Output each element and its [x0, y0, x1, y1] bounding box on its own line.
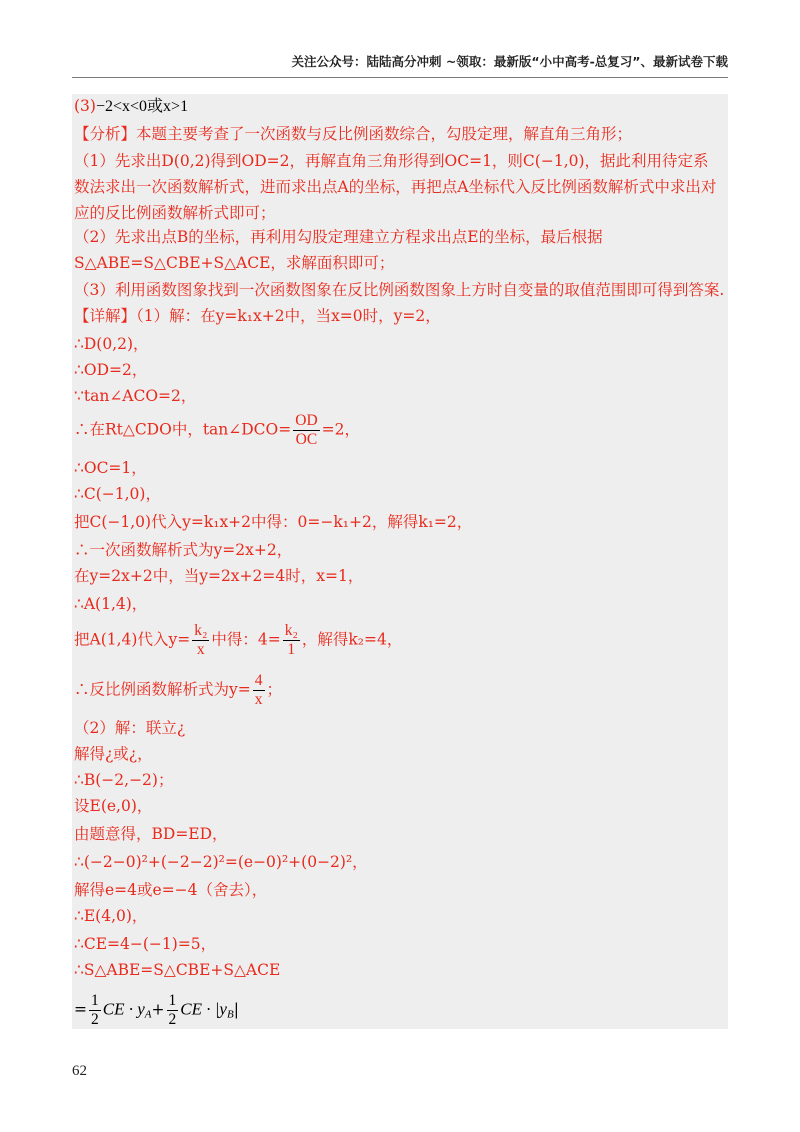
fraction-4-x: $\frac{4}{x}$	[254, 672, 263, 708]
detail-line-22: ∴CE=4−(−1)=5，	[74, 935, 217, 953]
detail-line-1: 【详解】（1）解：在y=k₁x+2中，当x=0时，y=2，	[74, 307, 441, 325]
fraction-od-oc: $\frac{OD}{OC}$	[295, 412, 318, 448]
detail-line-11: ∴A(1,4)，	[74, 595, 148, 613]
detail-line-14: （2）解：联立¿	[74, 719, 186, 737]
detail-line-9: ∴一次函数解析式为y=2x+2，	[74, 541, 293, 559]
analysis-p2: （2）先求出点B的坐标，再利用勾股定理建立方程求出点E的坐标，最后根据S△ABE=S△CBE+S△ACE，求解面积即可；	[74, 228, 603, 272]
detail-line-18: 由题意得，BD=ED，	[74, 825, 228, 843]
detail-line-10: 在y=2x+2中，当y=2x+2=4时，x=1，	[74, 567, 364, 585]
analysis-p3: （3）利用函数图象找到一次函数图象在反比例函数图象上方时自变量的取值范围即可得到答案.	[74, 281, 725, 299]
detail-line-19: ∴(−2−0)²+(−2−2)²=(e−0)²+(0−2)²，	[74, 853, 368, 871]
detail-line-21: ∴E(4,0)，	[74, 907, 148, 925]
page-number: 62	[72, 1063, 87, 1079]
detail-line-4: ∵tan∠ACO=2，	[74, 387, 197, 405]
detail-tag: 【详解】	[74, 307, 137, 325]
solution-content	[72, 94, 728, 1029]
detail-line-6: ∴OC=1，	[74, 459, 147, 477]
detail-line-17: 设E(e,0)，	[74, 797, 153, 815]
detail-line-16: ∴B(−2,−2)；	[74, 771, 174, 789]
analysis-p1: （1）先求出D(0,2)得到OD=2，再解直角三角形得到OC=1，则C(−1,0)，据此利用待定系数法求出一次函数解析式，进而求出点A的坐标，再把点A坐标代入反比例函数解析式中求出对应的反比例函数解析式即可；	[74, 152, 717, 222]
detail-line-15: 解得¿或¿，	[74, 745, 153, 763]
detail-line-3: ∴OD=2，	[74, 361, 148, 379]
detail-line-12: 把A(1,4)代入y= $\frac{\text{k₂}}{x}$ 中得：4= $\frac{\text{k₂}}{1}$ ，解得k₂=4，	[74, 622, 403, 658]
analysis-tag: 【分析】	[74, 125, 137, 143]
fraction-k2-x: $\frac{\text{k₂}}{x}$	[194, 622, 208, 658]
detail-line-20: 解得e=4或e=−4（舍去），	[74, 881, 268, 899]
fraction-k2-1: $\frac{\text{k₂}}{1}$	[284, 622, 298, 658]
detail-line-8: 把C(−1,0)代入y=k₁x+2中得：0=−k₁+2，解得k₁=2，	[74, 513, 473, 531]
fraction-half-2: $\frac{1}{2}$	[168, 992, 177, 1028]
detail-line-23: ∴S△ABE=S△CBE+S△ACE	[74, 961, 281, 979]
fraction-half-1: $\frac{1}{2}$	[91, 992, 99, 1028]
answer-3: (3)−2<x<0或x>1	[74, 97, 189, 115]
detail-line-5: ∴在Rt△CDO中，tan∠DCO= $\frac{OD}{OC}$ =2，	[74, 412, 360, 448]
detail-line-13: ∴反比例函数解析式为y= $\frac{4}{x}$ ；	[74, 672, 283, 708]
detail-line-2: ∴D(0,2)，	[74, 335, 149, 353]
analysis-intro: 【分析】本题主要考查了一次函数与反比例函数综合，勾股定理，解直角三角形；	[74, 125, 633, 143]
detail-line-24: = $\frac{1}{2}$ CE · $y_A+$ $\frac{1}{2}$ CE · $|y_B|$	[74, 992, 239, 1028]
page-header: 关注公众号：陆陆高分冲刺 ~领取：最新版“小中高考-总复习”、最新试卷下载	[72, 52, 728, 78]
detail-line-7: ∴C(−1,0)，	[74, 485, 161, 503]
